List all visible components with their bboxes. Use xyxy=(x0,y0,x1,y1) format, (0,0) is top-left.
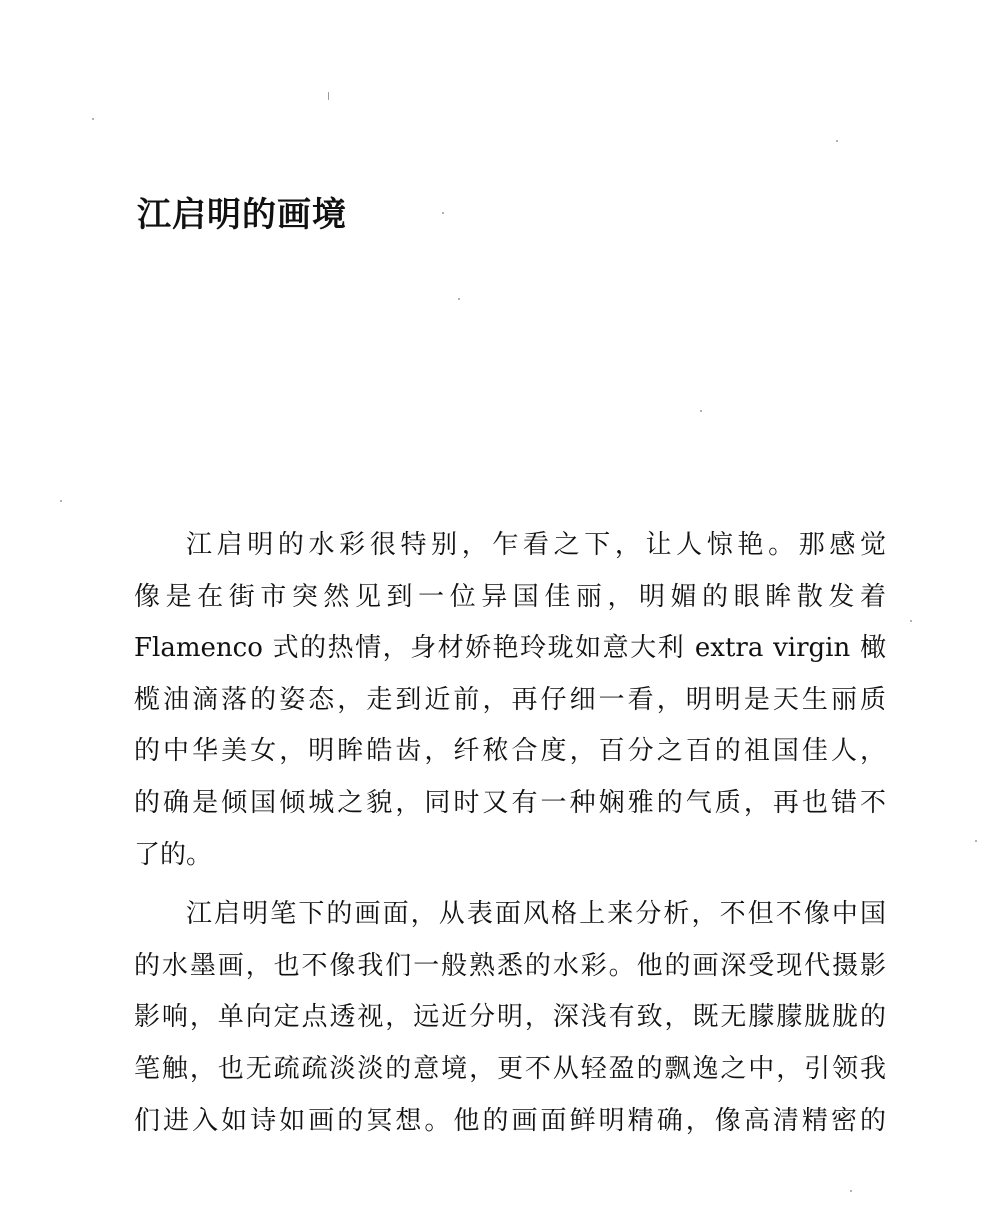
text-line: 榄油滴落的姿态，走到近前，再仔细一看，明明是天生丽质 xyxy=(134,684,886,715)
paragraph-2 xyxy=(134,889,886,1147)
scan-speck xyxy=(60,500,62,502)
scan-speck xyxy=(328,92,329,100)
scan-speck xyxy=(850,1190,852,1192)
scan-speck xyxy=(442,212,444,214)
article-body xyxy=(134,520,886,1147)
scan-speck xyxy=(836,140,838,142)
scan-speck xyxy=(910,620,912,622)
scan-speck xyxy=(975,840,977,842)
text-line: 像是在街市突然见到一位异国佳丽，明媚的眼眸散发着 xyxy=(134,581,886,612)
text-line: 的中华美女，明眸皓齿，纤秾合度，百分之百的祖国佳人， xyxy=(134,736,886,767)
text-line: 的确是倾国倾城之貌，同时又有一种娴雅的气质，再也错不 xyxy=(134,787,886,818)
scan-speck xyxy=(92,118,94,120)
text-line: 的水墨画，也不像我们一般熟悉的水彩。他的画深受现代摄影 xyxy=(134,950,886,981)
paragraph-1 xyxy=(134,520,886,881)
text-line: 江启明的水彩很特别，乍看之下，让人惊艳。那感觉 xyxy=(186,530,886,560)
scan-speck xyxy=(700,410,702,412)
text-line: 们进入如诗如画的冥想。他的画面鲜明精确，像高清精密的 xyxy=(134,1105,886,1136)
page-title: 江启明的画境 xyxy=(137,195,347,235)
text-line: Flamenco 式的热情，身材娇艳玲珑如意大利 extra virgin 橄 xyxy=(134,633,886,664)
text-line: 江启明笔下的画面，从表面风格上来分析，不但不像中国 xyxy=(186,899,886,930)
text-line: 笔触，也无疏疏淡淡的意境，更不从轻盈的飘逸之中，引领我 xyxy=(134,1053,886,1084)
text-line: 了的。 xyxy=(134,839,213,870)
scan-speck xyxy=(458,298,460,300)
text-line: 影响，单向定点透视，远近分明，深浅有致，既无朦朦胧胧的 xyxy=(134,1002,886,1033)
